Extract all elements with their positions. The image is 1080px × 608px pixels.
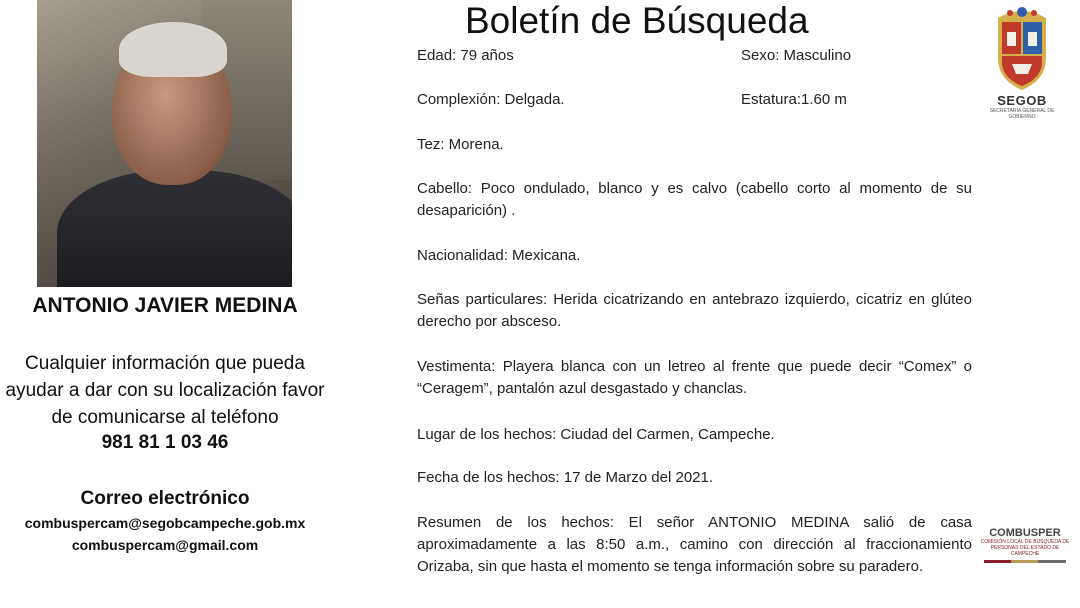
- campeche-coat-of-arms-icon: [992, 4, 1052, 92]
- photo-hair: [119, 22, 227, 77]
- contact-phone: 981 81 1 03 46: [101, 432, 229, 453]
- field-sex: Sexo: Masculino: [741, 47, 852, 64]
- email-address-secondary[interactable]: combuspercam@gmail.com: [71, 537, 259, 553]
- field-build: Complexión: Delgada.: [417, 91, 565, 108]
- field-skin: Tez: Morena.: [417, 136, 504, 153]
- combusper-subtitle: COMISIÓN LOCAL DE BÚSQUEDA DE PERSONAS DEL ESTADO DE CAMPECHE: [980, 539, 1070, 557]
- bulletin-title: Boletín de Búsqueda: [465, 0, 809, 41]
- segob-name: SEGOB: [997, 93, 1047, 108]
- contact-message: Cualquier información que pueda ayudar a dar con su localización favor de comunicarse al teléfono: [5, 353, 325, 428]
- email-address-primary[interactable]: combuspercam@segobcampeche.gob.mx: [24, 515, 306, 531]
- field-hair: Cabello: Poco ondulado, blanco y es calvo (cabello corto al momento de su desaparición) .: [417, 180, 972, 219]
- combusper-name: COMBUSPER: [989, 527, 1061, 539]
- combusper-color-bar: [984, 560, 1066, 563]
- missing-person-photo: [37, 0, 292, 287]
- email-heading: Correo electrónico: [80, 488, 250, 509]
- segob-logo: [988, 4, 1056, 126]
- person-name: ANTONIO JAVIER MEDINA: [32, 294, 298, 317]
- field-date: Fecha de los hechos: 17 de Marzo del 2021.: [417, 469, 714, 486]
- field-place: Lugar de los hechos: Ciudad del Carmen, Campeche.: [417, 426, 775, 443]
- field-clothing: Vestimenta: Playera blanca con un letreo al frente que puede decir “Comex” o “Ceragem”, pantalón azul desgastado y chanclas.: [417, 358, 972, 397]
- field-age: Edad: 79 años: [417, 47, 514, 64]
- field-distinguishing-marks: Señas particulares: Herida cicatrizando en antebrazo izquierdo, cicatriz en glúteo derecho por absceso.: [417, 291, 972, 330]
- field-nationality: Nacionalidad: Mexicana.: [417, 247, 581, 264]
- combusper-logo: [978, 527, 1072, 563]
- field-summary: Resumen de los hechos: El señor ANTONIO MEDINA salió de casa aproximadamente a las 8:50 a.m., camino con dirección al fraccionamiento Orizaba, sin que hasta el momento se tenga información sobre su paradero.: [417, 514, 972, 575]
- segob-subtitle: SECRETARÍA GENERAL DE GOBIERNO: [989, 108, 1055, 120]
- photo-shirt: [57, 170, 292, 287]
- field-height: Estatura:1.60 m: [741, 91, 847, 108]
